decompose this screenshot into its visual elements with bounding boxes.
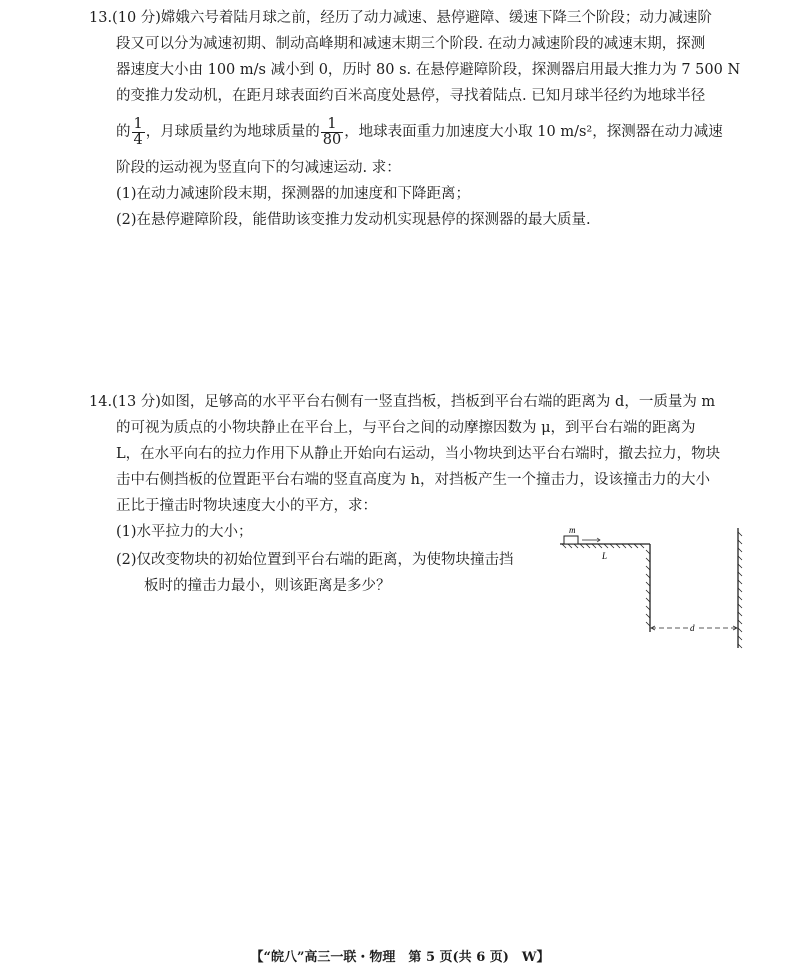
q13-line-3: 器速度大小由 100 m/s 减小到 0，历时 80 s. 在悬停避障阶段，探测器启用最大推力为 7 500 N bbox=[116, 62, 741, 78]
q14-line-4: 击中右侧挡板的位置距平台右端的竖直高度为 h，对挡板产生一个撞击力，设该撞击力的大小 bbox=[116, 472, 710, 488]
block bbox=[564, 536, 578, 544]
q13-line-5-suffix: ，地球表面重力加速度大小取 10 m/s²，探测器在动力减速 bbox=[344, 124, 723, 140]
q13-line-5-mid: ，月球质量约为地球质量的 bbox=[145, 124, 320, 140]
q14-line-3: L，在水平向右的拉力作用下从静止开始向右运动，当小物块到达平台右端时，撤去拉力，物块 bbox=[116, 446, 721, 462]
q13-line-4: 的变推力发动机，在距月球表面约百米高度处悬停，寻找着陆点. 已知月球半径约为地球半径 bbox=[116, 88, 706, 104]
q13-subquestion-1: (1)在动力减速阶段末期，探测器的加速度和下降距离； bbox=[116, 186, 471, 202]
q13-line-5-prefix: 的 bbox=[116, 124, 131, 140]
fraction-2-denominator: 80 bbox=[322, 131, 342, 148]
fraction-1-numerator: 1 bbox=[133, 115, 143, 132]
fraction-one-quarter bbox=[132, 117, 145, 148]
fraction-one-eightieth bbox=[321, 117, 343, 148]
fraction-2-numerator: 1 bbox=[321, 117, 343, 133]
q13-subquestion-2: (2)在悬停避障阶段，能借助该变推力发动机实现悬停的探测器的最大质量. bbox=[116, 212, 591, 228]
q14-subquestion-1: (1)水平拉力的大小； bbox=[116, 524, 253, 540]
distance-label-L: L bbox=[602, 551, 608, 561]
fraction-1-denominator: 4 bbox=[133, 131, 143, 148]
block-label-m: m bbox=[569, 525, 576, 535]
q13-line-1: 13.(10 分)嫦娥六号着陆月球之前，经历了动力减速、悬停避障、缓速下降三个阶段；动力减速阶 bbox=[89, 10, 712, 26]
q13-line-6: 阶段的运动视为竖直向下的匀减速运动. 求： bbox=[116, 160, 401, 176]
q13-line-2: 段又可以分为减速初期、制动高峰期和减速末期三个阶段. 在动力减速阶段的减速末期，探测 bbox=[116, 36, 706, 52]
page-footer: 【“皖八”高三一联・物理 第 5 页(共 6 页) W】 bbox=[250, 950, 550, 965]
q14-subquestion-2a: (2)仅改变物块的初始位置到平台右端的距离，为使物块撞击挡 bbox=[116, 552, 514, 568]
q14-line-1: 14.(13 分)如图，足够高的水平平台右侧有一竖直挡板，挡板到平台右端的距离为 d，一质量为 m bbox=[89, 394, 716, 410]
platform-wall-diagram bbox=[558, 524, 748, 654]
q13-line-5 bbox=[116, 115, 723, 149]
q14-line-5: 正比于撞击时物块速度大小的平方，求： bbox=[116, 498, 377, 514]
distance-label-d: d bbox=[690, 623, 695, 633]
q14-subquestion-2b: 板时的撞击力最小，则该距离是多少？ bbox=[144, 578, 391, 594]
q14-line-2: 的可视为质点的小物块静止在平台上，与平台之间的动摩擦因数为 μ，到平台右端的距离为 bbox=[116, 420, 696, 436]
